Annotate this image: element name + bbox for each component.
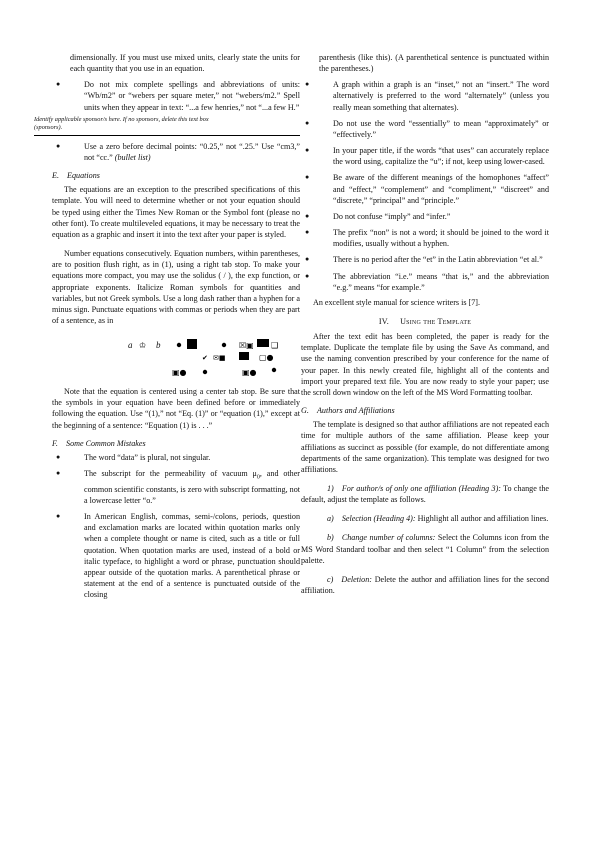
- heading-4-paragraph: [301, 532, 549, 565]
- list-item: parenthesis (like this). (A parenthetical sentence is punctuated within the parentheses.): [319, 53, 549, 74]
- list-item: ● In your paper title, if the words “that uses” can accurately replace the word using, capitalize the “u”; if not, keep using lower-cased.: [301, 145, 549, 167]
- list-item: ● A graph within a graph is an “inset,” not an “insert.” The word alternatively is preferred to the word “alternately” (unless you really mean something that alternates).: [301, 79, 549, 112]
- bullet-list-decimal: [52, 141, 300, 163]
- equation-glyphs: [52, 334, 300, 378]
- sponsor-note-sub: (sponsors).: [34, 123, 63, 131]
- svg-text:✔: ✔: [202, 354, 208, 363]
- heading-4-paragraph: [301, 513, 549, 524]
- list-item: ● There is no period after the “et” in the Latin abbreviation “et al.”: [301, 254, 549, 265]
- heading-authors: G. Authors and Affiliations: [301, 406, 395, 416]
- list-item: ● The prefix “non” is not a word; it should be joined to the word it modifies, usually without a hyphen.: [301, 227, 549, 249]
- heading-4c-label: c) Deletion:: [327, 574, 372, 584]
- list-item: ● Be aware of the different meanings of the homophones “affect” and “effect,” “complement” and “compliment,” “discreet” and “discrete,” “principal” and “principle.”: [301, 172, 549, 205]
- svg-text:▣●: ▣●: [242, 368, 257, 378]
- list-item: ● Do not confuse “imply” and “infer.”: [301, 211, 549, 222]
- heading-3-label: 1) For author/s of only one affiliation (Heading 3):: [327, 484, 501, 493]
- list-item: ● Do not use the word “essentially” to mean “approximately” or “effectively.”: [301, 118, 549, 140]
- list-item: ● The word “data” is plural, not singular.: [52, 452, 300, 463]
- svg-text:☒▣: ☒▣: [239, 341, 254, 351]
- section-heading: [301, 316, 549, 327]
- equation-graphic: [52, 334, 300, 378]
- bullet-decimal-text: Use a zero before decimal points: “0.25,” not “.25.” Use “cm3,” not “cc.”: [84, 141, 300, 162]
- list-item: dimensionally. If you must use mixed units, clearly state the units for each quantity that you use in an equation.: [70, 53, 300, 74]
- left-column: [34, 52, 301, 600]
- subscript-text-b: , and other common scientific constants, is zero with subscript formatting, not a lowercase letter “o.”: [84, 469, 301, 505]
- heading-4a-text: Highlight all author and affiliation lines.: [415, 514, 549, 524]
- section-title: Using the Template: [400, 316, 472, 326]
- heading-3-text: To change the default, adjust the template as follows.: [301, 484, 549, 505]
- list-item: ● In American English, commas, semi-/colons, periods, question and exclamation marks are located within quotation marks only when a complete thought or name is cited, such as a title or full quotation. When quotation marks are used, instead of a bold or italic typeface, to highlight a word or phrase, punctuation should appear outside of the quotation marks. A parenthetical phrase or statement at the end of a sentence is punctuated outside of the closing: [52, 511, 300, 600]
- heading-equations: E. Equations: [52, 171, 100, 181]
- list-item: [52, 141, 300, 163]
- paragraph: Number equations consecutively. Equation numbers, within parentheses, are to position flush right, as in (1), using a right tab stop. To make your equations more compact, you may use the solidus ( / ), the exp function, or appropriate exponents. Italicize Roman symbols for quantities and variables, but not Greek symbols. Use a long dash rather than a hyphen for a minus sign. Punctuate equations with commas or periods when they are part of a sentence, as in: [52, 249, 300, 325]
- right-column: [301, 52, 549, 596]
- bullet-list-mistakes: [52, 452, 300, 600]
- svg-text:▢●: ▢●: [259, 353, 274, 363]
- heading-common-mistakes: F. Some Common Mistakes: [52, 438, 146, 448]
- heading-4b-text: Select the Columns icon from the MS Word Standard toolbar and then select “1 Column” from the selection palette.: [301, 533, 550, 565]
- paragraph: The equations are an exception to the prescribed specifications of this template. You will need to determine whether or not your equation should be typed using either the Times New Roman or the Symbol font (please no other font). To create multileveled equations, it may be necessary to treat the equation as a graphic and insert it into the text after your paper is styled.: [52, 185, 300, 239]
- paragraph: An excellent style manual for science writers is [7].: [313, 297, 480, 307]
- heading-4a-label: a) Selection (Heading 4):: [327, 514, 416, 524]
- svg-text:❑: ❑: [271, 341, 279, 351]
- sponsor-note-text: Identify applicable sponsor/s here. If no sponsors, delete this text box: [34, 115, 209, 123]
- paragraph: The template is designed so that author affiliations are not repeated each time for multiple authors of the same affiliation. Please keep your affiliations as succinct as possible (for example, do not differentiate among departments of the same organization). This template was designed for two affiliations.: [301, 420, 549, 474]
- bullet-list-style: [301, 52, 549, 293]
- section-number: IV.: [378, 316, 390, 326]
- sponsor-note: [34, 116, 300, 136]
- subscript-text-a: The subscript for the permeability of vacuum μ: [84, 469, 257, 479]
- heading-4c-text: Delete the author and affiliation lines for the second affiliation.: [301, 574, 549, 596]
- subscript-zero: 0: [256, 474, 260, 481]
- list-item: [52, 468, 300, 506]
- heading-4-paragraph: [301, 574, 549, 596]
- bullet-decimal-tag: (bullet list): [114, 152, 151, 162]
- bullet-list-units: [52, 52, 300, 113]
- heading-4b-label: b) Change number of columns:: [327, 533, 436, 543]
- svg-text:✉■: ✉■: [213, 354, 226, 363]
- svg-text:▣●: ▣●: [172, 368, 187, 378]
- paragraph: After the text edit has been completed, the paper is ready for the template. Duplicate the template file by using the Save As command, and use the naming convention prescribed by your conference for the name of your paper. In this newly created file, highlight all of the contents and import your prepared text file. You are now ready to style your paper; use the scroll down window on the left of the MS Word Formatting toolbar.: [301, 332, 549, 397]
- list-item: ● The abbreviation “i.e.” means “that is,” and the abbreviation “e.g.” means “for example.”: [301, 271, 549, 293]
- equation-symbol-b: b: [156, 340, 161, 351]
- list-item: ● Do not mix complete spellings and abbreviations of units: “Wb/m2” or “webers per square meter,” not “webers/m2.” Spell units when they appear in text: “...a few henries,” not “...a few H.”: [52, 79, 300, 112]
- heading-3-paragraph: [301, 483, 549, 505]
- paragraph: Note that the equation is centered using a center tab stop. Be sure that the symbols in your equation have been defined before or immediately following the equation. Use “(1),” not “Eq. (1)” or “equation (1),” except at the beginning of a sentence: “Equation (1) is . . .”: [52, 387, 300, 430]
- equation-symbol-a: a: [128, 340, 133, 351]
- svg-text:♔: ♔: [139, 341, 147, 351]
